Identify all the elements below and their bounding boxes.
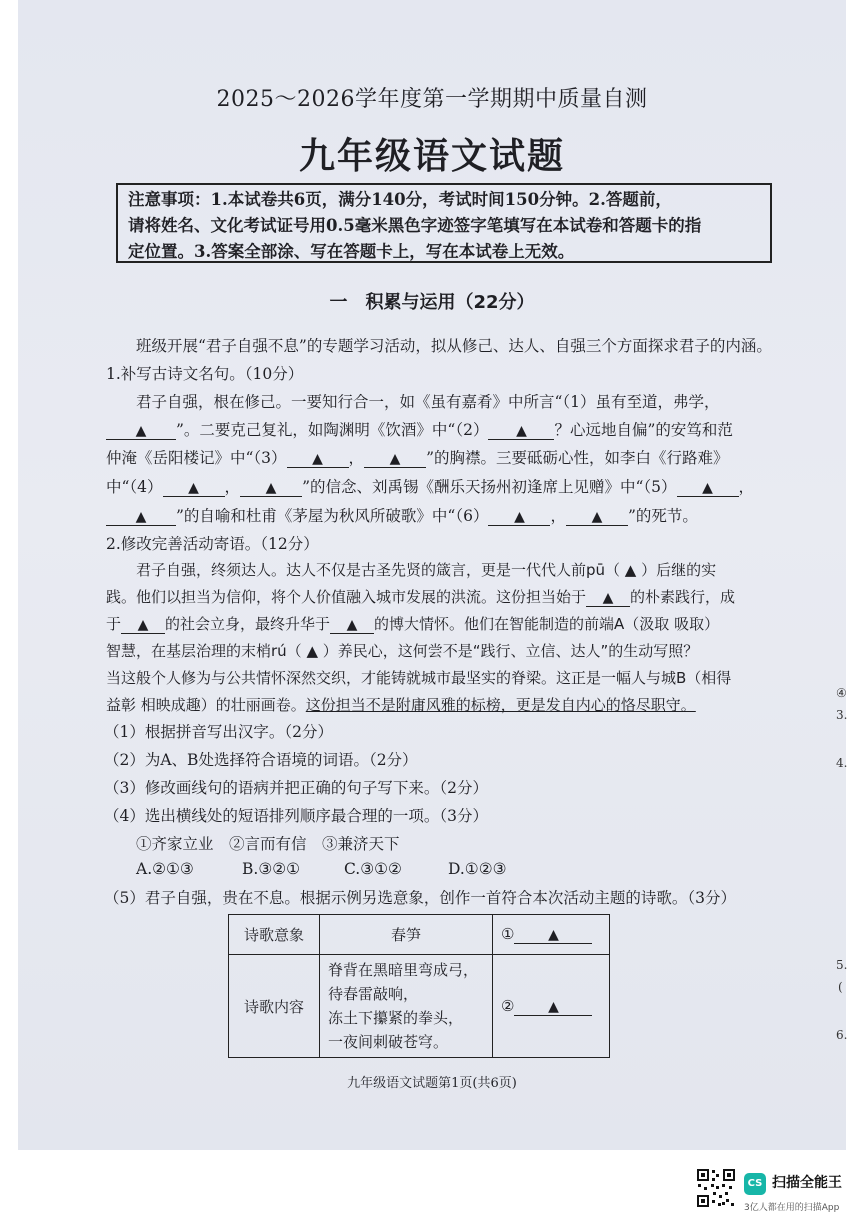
notice-line: 请将姓名、文化考试证号用0.5毫米黑色字迹签字笔填写在本试卷和答题卡的指 [128, 216, 702, 235]
margin-mark: 4. [836, 756, 848, 770]
q2-title: 2.修改完善活动寄语。（12分） [106, 535, 319, 553]
phrase-list: ①齐家立业 ②言而有信 ③兼济天下 [136, 835, 400, 853]
q1-line: ▲ ”。二要克己复礼，如陶渊明《饮酒》中“（2） ▲ ？心远地自偏”的安笃和范 [106, 418, 733, 440]
q2-subquestion: （1）根据拼音写出汉字。（2分） [104, 723, 333, 741]
poem-line: 一夜间刺破苍穹。 [328, 1033, 449, 1051]
q2-subquestion: （3）修改画线句的语病并把正确的句子写下来。（2分） [104, 779, 488, 797]
exam-page [18, 0, 846, 1150]
answer-blank: ▲ [240, 479, 302, 497]
answer-blank: ▲ [566, 508, 628, 526]
q2-passage-line: 当这般个人修为与公共情怀深然交织，才能铸就城市最坚实的脊梁。这正是一幅人与城B（相得 [106, 669, 732, 687]
q1-title: 1.补写古诗文名句。（10分） [106, 365, 304, 383]
margin-mark: 6. [836, 1028, 848, 1042]
q2-passage-line: 益彰 相映成趣）的壮丽画卷。这份担当不是附庸风雅的标榜，更是发自内心的恪尽职守。 [106, 696, 696, 714]
exam-period-title: 2025～2026学年度第一学期期中质量自测 [216, 87, 648, 112]
answer-blank: ▲ [514, 926, 592, 944]
margin-mark: 5. [836, 958, 848, 972]
scanner-logo-icon: CS [744, 1173, 766, 1195]
answer-blank: ▲ [364, 450, 426, 468]
example-poem [320, 955, 493, 1058]
answer-cell: ① ▲ [493, 915, 610, 955]
answer-blank: ▲ [488, 508, 550, 526]
q2-passage-line: 智慧，在基层治理的末梢rú（ ▲ ）养民心，这何尝不是“践行、立信、达人”的生动写照？ [106, 642, 699, 660]
scanner-app-name: 扫描全能王 [772, 1175, 842, 1191]
answer-blank: ▲ [488, 422, 554, 440]
poem-line: 待春雷敲响， [328, 985, 419, 1003]
row-label: 诗歌内容 [229, 955, 320, 1058]
scanner-tagline: 3亿人都在用的扫描App [744, 1203, 840, 1213]
poem-line: 冻土下攥紧的拳头， [328, 1009, 464, 1027]
choice-c: C.③①② [344, 860, 402, 878]
choice-b: B.③②① [242, 860, 301, 878]
answer-blank: ▲ [106, 422, 176, 440]
margin-mark: ( [838, 980, 843, 994]
q2-subquestion: （5）君子自强，贵在不息。根据示例另选意象，创作一首符合本次活动主题的诗歌。（3分） [104, 889, 736, 907]
answer-blank: ▲ [163, 479, 225, 497]
q1-line: ▲ ”的自喻和杜甫《茅屋为秋风所破歌》中“（6） ▲ ， ▲ ”的死节。 [106, 504, 698, 526]
underlined-sentence: 这份担当不是附庸风雅的标榜，更是发自内心的恪尽职守。 [305, 696, 696, 714]
row-label: 诗歌意象 [229, 915, 320, 955]
answer-blank: ▲ [514, 998, 592, 1016]
q1-line: 中“（4） ▲ ， ▲ ”的信念、刘禹锡《酬乐天扬州初逢席上见赠》中“（5） ▲ ， [106, 478, 755, 496]
page-footer: 九年级语文试题第1页(共6页) [347, 1076, 517, 1091]
q2-passage-line: 于 ▲ 的社会立身，最终升华于 ▲ 的博大情怀。他们在智能制造的前端A（汲取 吸取） [106, 615, 720, 633]
poem-table [228, 914, 610, 1058]
answer-blank: ▲ [287, 450, 349, 468]
notice-line: 注意事项：1.本试卷共6页，满分140分，考试时间150分钟。2.答题前， [128, 190, 672, 209]
answer-blank: ▲ [586, 589, 630, 607]
poem-line: 脊背在黑暗里弯成弓， [328, 961, 479, 979]
q1-line: 君子自强，根在修己。一要知行合一，如《虽有嘉肴》中所言“（1）虽有至道，弗学， [136, 393, 720, 411]
q2-passage-line: 君子自强，终须达人。达人不仅是古圣先贤的箴言，更是一代代人前pū（ ▲ ）后继的实 [136, 561, 717, 579]
q2-subquestion: （2）为A、B处选择符合语境的词语。（2分） [104, 751, 418, 769]
paper-title: 九年级语文试题 [298, 136, 565, 177]
choice-d: D.①②③ [448, 860, 507, 878]
margin-mark: 3. [836, 708, 848, 722]
activity-intro: 班级开展“君子自强不息”的专题学习活动，拟从修己、达人、自强三个方面探求君子的内涵。 [136, 337, 772, 355]
notice-line: 定位置。3.答案全部涂、写在答题卡上，写在本试卷上无效。 [128, 242, 575, 261]
answer-cell: ② ▲ [493, 955, 610, 1058]
q2-subquestion: （4）选出横线处的短语排列顺序最合理的一项。（3分） [104, 807, 488, 825]
answer-blank: ▲ [106, 508, 176, 526]
answer-blank: ▲ [121, 616, 165, 634]
answer-blank: ▲ [677, 479, 739, 497]
section-title: 一 积累与运用（22分） [329, 292, 535, 313]
qr-code-icon [696, 1168, 736, 1208]
notice-box [116, 183, 772, 263]
answer-blank: ▲ [330, 616, 374, 634]
example-image: 春笋 [320, 915, 493, 955]
q2-passage-line: 践。他们以担当为信仰，将个人价值融入城市发展的洪流。这份担当始于 ▲ 的朴素践行，成 [106, 588, 736, 606]
margin-mark: ④ [836, 686, 847, 700]
q1-line: 仲淹《岳阳楼记》中“（3） ▲ ， ▲ ”的胸襟。三要砥砺心性，如李白《行路难》 [106, 449, 729, 467]
choice-a: A.②①③ [136, 860, 194, 878]
